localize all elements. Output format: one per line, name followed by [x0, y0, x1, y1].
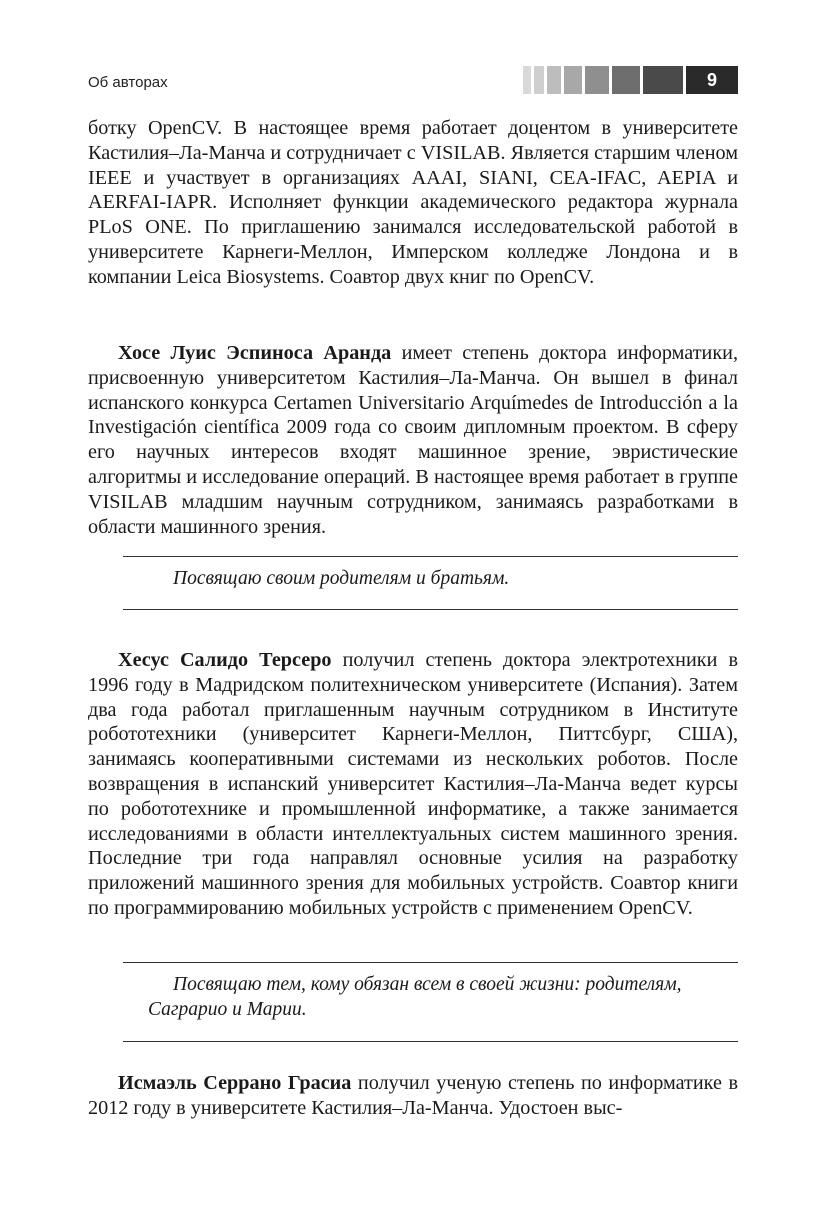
- author-name: Хесус Салидо Терсеро: [118, 649, 332, 671]
- author-bio-espinosa: [88, 341, 738, 539]
- section-title: Об авторах: [88, 74, 168, 91]
- divider: [123, 609, 738, 610]
- header-bar: [534, 66, 544, 94]
- paragraph-text: ботку OpenCV. В настоящее время работает доцентом в университете Кастилия–Ла-Манча и сотрудничает с VISILAB. Является старшим членом IEEE и участвует в организациях AAAI, SIANI, CEA-IFAC, AEPIA и AERFAI-IAPR. Исполняет функции академического редактора журнала PLoS ONE. По приглашению занимался исследовательской работой в университете Карнеги-Меллон, Имперском колледже Лондона и в компании Leica Biosystems. Соавтор двух книг по OpenCV.: [88, 117, 738, 288]
- divider: [123, 962, 738, 963]
- divider: [123, 556, 738, 557]
- author-name: Исмаэль Серрано Грасиа: [118, 1072, 352, 1094]
- page-header: [88, 66, 738, 96]
- header-bar: [523, 66, 531, 94]
- paragraph-text: имеет степень доктора информатики, присвоенную университетом Кастилия–Ла-Манча. Он вышел в финал испанского конкурса Certamen Universitario Arquímedes de Introducción a la Investigación científica 2009 года со своим дипломным проектом. В сферу его научных интересов входят машинное зрение, эвристические алгоритмы и исследование операций. В настоящее время работает в группе VISILAB младшим научным сотрудником, занимаясь разработками в области машинного зрения.: [88, 342, 738, 538]
- dedication: Посвящаю своим родителям и братьям.: [173, 568, 510, 589]
- author-bio-serrano: [88, 1071, 738, 1121]
- paragraph-text: получил степень доктора электротехники в 1996 году в Мадридском политехническом университете (Испания). Затем два года работал приглашенным научным сотрудником в Институте робототехники (университет Карнеги-Меллон, Питтсбург, США), занимаясь кооперативными системами из нескольких роботов. После возвращения в испанский университет Кастилия–Ла-Манча ведет курсы по робототехнике и промышленной информатике, а также занимается исследованиями в области интеллектуальных систем машинного зрения. Последние три года направлял основные усилия на разработку приложений машинного зрения для мобильных устройств. Соавтор книги по программированию мобильных устройств с применением OpenCV.: [88, 649, 738, 919]
- header-bar: [547, 66, 561, 94]
- page-number: 9: [686, 66, 738, 94]
- divider: [123, 1041, 738, 1042]
- paragraph-continued: [88, 116, 738, 290]
- header-bar: [585, 66, 609, 94]
- author-bio-salido: [88, 648, 738, 921]
- header-bar: [643, 66, 683, 94]
- dedication: Посвящаю тем, кому обязан всем в своей жизни: родителям, Саграрио и Марии.: [148, 974, 682, 1020]
- header-bar: [564, 66, 582, 94]
- header-bar: [612, 66, 640, 94]
- paragraph-text: получил ученую степень по информатике в 2012 году в университете Кастилия–Ла-Манча. Удостоен выс-: [88, 1072, 738, 1119]
- author-name: Хосе Луис Эспиноса Аранда: [118, 342, 392, 364]
